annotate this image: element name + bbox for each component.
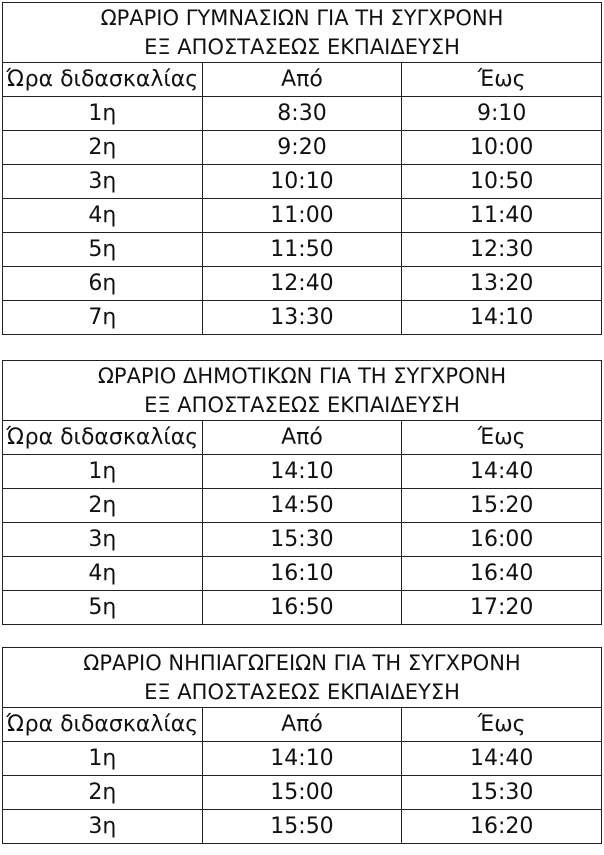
table-row xyxy=(3,97,602,131)
table-row xyxy=(3,233,602,267)
column-header-to: Έως xyxy=(402,63,602,97)
column-header-lesson-hour: Ώρα διδασκαλίας xyxy=(3,63,203,97)
lesson-hour-cell: 7η xyxy=(3,301,203,335)
table-row xyxy=(3,301,602,335)
end-time-cell: 10:00 xyxy=(402,131,602,165)
column-header-from: Από xyxy=(202,708,402,742)
start-time-cell: 10:10 xyxy=(202,165,402,199)
schedule-table-gymnasium xyxy=(2,2,602,335)
table-title-line-2: ΕΞ ΑΠΟΣΤΑΣΕΩΣ ΕΚΠΑΙΔΕΥΣΗ xyxy=(144,679,460,704)
table-title-line-2: ΕΞ ΑΠΟΣΤΑΣΕΩΣ ΕΚΠΑΙΔΕΥΣΗ xyxy=(144,34,460,59)
table-row xyxy=(3,742,602,776)
lesson-hour-cell: 2η xyxy=(3,131,203,165)
start-time-cell: 15:30 xyxy=(202,523,402,557)
end-time-cell: 12:30 xyxy=(402,233,602,267)
column-header-from: Από xyxy=(202,63,402,97)
start-time-cell: 11:50 xyxy=(202,233,402,267)
column-header-lesson-hour: Ώρα διδασκαλίας xyxy=(3,421,203,455)
end-time-cell: 14:40 xyxy=(402,455,602,489)
column-header-from: Από xyxy=(202,421,402,455)
start-time-cell: 14:10 xyxy=(202,455,402,489)
schedule-table-kindergarten xyxy=(2,647,602,844)
end-time-cell: 16:20 xyxy=(402,810,602,844)
lesson-hour-cell: 4η xyxy=(3,199,203,233)
table-header-row xyxy=(3,63,602,97)
lesson-hour-cell: 5η xyxy=(3,591,203,625)
table-title-line-1: ΩΡΑΡΙΟ ΔΗΜΟΤΙΚΩΝ ΓΙΑ ΤΗ ΣΥΓΧΡΟΝΗ xyxy=(97,363,507,388)
lesson-hour-cell: 1η xyxy=(3,742,203,776)
start-time-cell: 9:20 xyxy=(202,131,402,165)
lesson-hour-cell: 6η xyxy=(3,267,203,301)
lesson-hour-cell: 4η xyxy=(3,557,203,591)
schedule-table-primary xyxy=(2,360,602,625)
start-time-cell: 16:50 xyxy=(202,591,402,625)
table-row xyxy=(3,776,602,810)
table-row xyxy=(3,267,602,301)
table-title-line-1: ΩΡΑΡΙΟ ΓΥΜΝΑΣΙΩΝ ΓΙΑ ΤΗ ΣΥΓΧΡΟΝΗ xyxy=(100,5,504,30)
lesson-hour-cell: 2η xyxy=(3,489,203,523)
table-row xyxy=(3,131,602,165)
start-time-cell: 14:10 xyxy=(202,742,402,776)
end-time-cell: 16:40 xyxy=(402,557,602,591)
table-header-row xyxy=(3,708,602,742)
lesson-hour-cell: 3η xyxy=(3,165,203,199)
column-header-lesson-hour: Ώρα διδασκαλίας xyxy=(3,708,203,742)
lesson-hour-cell: 1η xyxy=(3,455,203,489)
table-title-row xyxy=(3,648,602,708)
table-title-row xyxy=(3,3,602,63)
start-time-cell: 14:50 xyxy=(202,489,402,523)
table-title xyxy=(3,3,602,63)
table-row xyxy=(3,591,602,625)
table-row xyxy=(3,489,602,523)
start-time-cell: 11:00 xyxy=(202,199,402,233)
end-time-cell: 15:30 xyxy=(402,776,602,810)
table-row xyxy=(3,810,602,844)
end-time-cell: 13:20 xyxy=(402,267,602,301)
table-row xyxy=(3,455,602,489)
end-time-cell: 10:50 xyxy=(402,165,602,199)
end-time-cell: 9:10 xyxy=(402,97,602,131)
end-time-cell: 17:20 xyxy=(402,591,602,625)
table-title-row xyxy=(3,361,602,421)
table-title xyxy=(3,648,602,708)
start-time-cell: 8:30 xyxy=(202,97,402,131)
end-time-cell: 14:40 xyxy=(402,742,602,776)
start-time-cell: 15:50 xyxy=(202,810,402,844)
end-time-cell: 11:40 xyxy=(402,199,602,233)
start-time-cell: 13:30 xyxy=(202,301,402,335)
end-time-cell: 15:20 xyxy=(402,489,602,523)
table-row xyxy=(3,199,602,233)
table-row xyxy=(3,557,602,591)
table-title xyxy=(3,361,602,421)
column-header-to: Έως xyxy=(402,708,602,742)
column-header-to: Έως xyxy=(402,421,602,455)
start-time-cell: 15:00 xyxy=(202,776,402,810)
table-title-line-1: ΩΡΑΡΙΟ ΝΗΠΙΑΓΩΓΕΙΩΝ ΓΙΑ ΤΗ ΣΥΓΧΡΟΝΗ xyxy=(83,650,521,675)
start-time-cell: 16:10 xyxy=(202,557,402,591)
table-row xyxy=(3,523,602,557)
table-header-row xyxy=(3,421,602,455)
lesson-hour-cell: 5η xyxy=(3,233,203,267)
end-time-cell: 14:10 xyxy=(402,301,602,335)
lesson-hour-cell: 3η xyxy=(3,523,203,557)
table-title-line-2: ΕΞ ΑΠΟΣΤΑΣΕΩΣ ΕΚΠΑΙΔΕΥΣΗ xyxy=(144,392,460,417)
end-time-cell: 16:00 xyxy=(402,523,602,557)
table-row xyxy=(3,165,602,199)
lesson-hour-cell: 3η xyxy=(3,810,203,844)
lesson-hour-cell: 2η xyxy=(3,776,203,810)
start-time-cell: 12:40 xyxy=(202,267,402,301)
lesson-hour-cell: 1η xyxy=(3,97,203,131)
